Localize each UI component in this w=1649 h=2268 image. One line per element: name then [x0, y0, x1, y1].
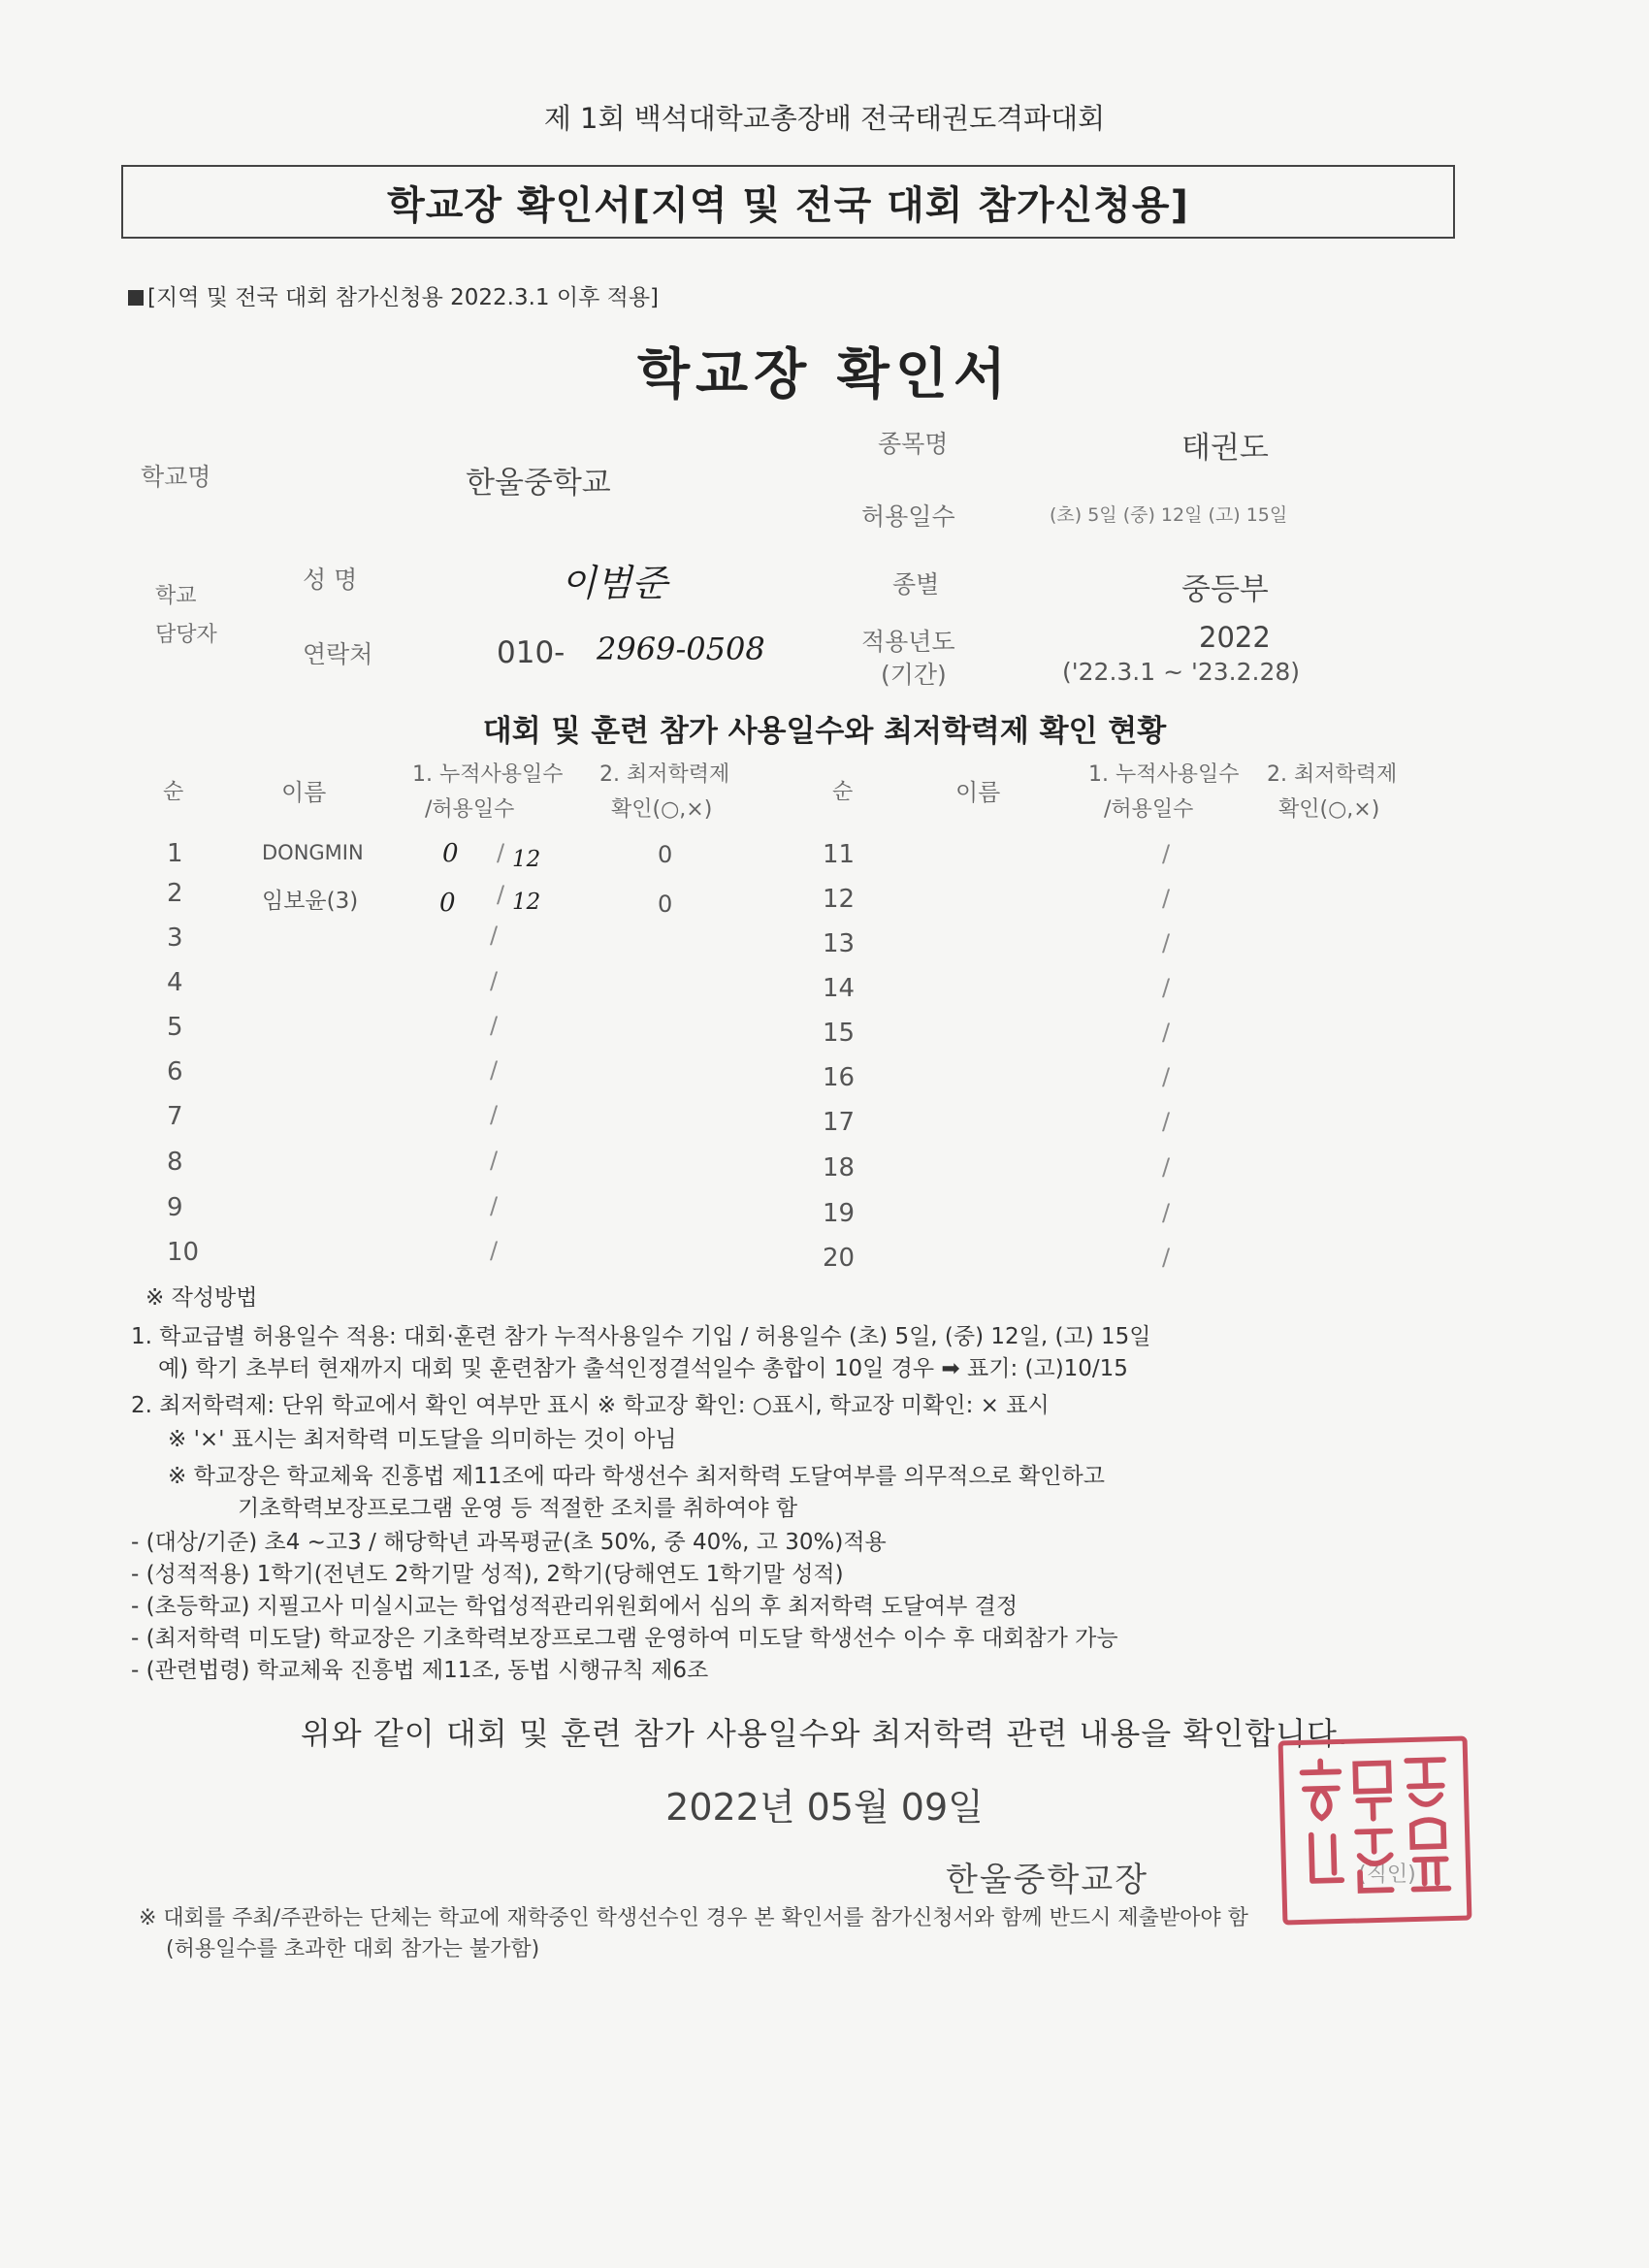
method-bullet-5: - (관련법령) 학교체육 진흥법 제11조, 동법 시행규칙 제6조 — [131, 1658, 709, 1683]
school-name-value: 한울중학교 — [466, 466, 611, 501]
row-no: 9 — [167, 1193, 183, 1222]
principal-title: 한울중학교장 — [946, 1861, 1149, 1899]
row-no: 18 — [823, 1153, 856, 1183]
row-slash: / — [490, 922, 499, 949]
method-line-2d: 기초학력보장프로그램 운영 등 적절한 조치를 취하여야 함 — [238, 1496, 798, 1521]
row-allowed-days: 12 — [512, 847, 541, 872]
header-days-left-1: 1. 누적사용일수 — [412, 762, 564, 787]
contact-handwritten: 2969-0508 — [597, 631, 765, 667]
header-no-left: 순 — [163, 780, 184, 804]
page-title: 학교장 확인서 — [636, 343, 1013, 406]
header-name-right: 이름 — [955, 779, 1001, 806]
sport-value: 태권도 — [1181, 431, 1269, 466]
row-slash: / — [490, 1237, 499, 1264]
row-no: 3 — [167, 923, 183, 953]
footnote-line-1: ※ 대회를 주최/주관하는 단체는 학교에 재학중인 학생선수인 경우 본 확인서를 참가신청서와 함께 반드시 제출받아야 함 — [139, 1906, 1248, 1930]
row-no: 5 — [167, 1013, 183, 1042]
row-slash: / — [1162, 840, 1171, 867]
issue-date: 2022년 05월 09일 — [665, 1786, 984, 1829]
row-no: 16 — [823, 1063, 856, 1092]
method-line-1b: 예) 학기 초부터 현재까지 대회 및 훈련참가 출석인정결석일수 총합이 10일 경우 ➡ 표기: (고)10/15 — [158, 1356, 1128, 1381]
row-no: 2 — [167, 879, 183, 908]
row-slash: / — [1162, 1019, 1171, 1046]
row-no: 13 — [823, 929, 856, 958]
header-days-right-2: /허용일수 — [1104, 797, 1194, 822]
allowed-days-value: (초) 5일 (중) 12일 (고) 15일 — [1050, 504, 1288, 526]
contact-label: 연락처 — [303, 640, 373, 668]
row-used-days: 0 — [439, 889, 456, 918]
manager-name-handwritten: 이범준 — [561, 562, 668, 604]
row-no: 10 — [167, 1238, 200, 1267]
row-slash: / — [1162, 1063, 1171, 1090]
method-bullet-1: - (대상/기준) 초4 ~고3 / 해당학년 과목평균(초 50%, 중 40%, 고 30%)적용 — [131, 1530, 887, 1555]
row-slash: / — [1162, 885, 1171, 912]
row-name: DONGMIN — [262, 841, 364, 864]
header-days-right-1: 1. 누적사용일수 — [1088, 762, 1240, 787]
row-slash: / — [497, 881, 505, 908]
confirmation-statement: 위와 같이 대회 및 훈련 참가 사용일수와 최저학력 관련 내용을 확인합니다. — [300, 1715, 1349, 1752]
method-heading: ※ 작성방법 — [146, 1285, 258, 1311]
header-academic-left-1: 2. 최저학력제 — [599, 762, 730, 787]
footnote — [139, 1903, 1248, 1965]
row-slash: / — [490, 1012, 499, 1039]
row-academic-check: 0 — [658, 891, 673, 918]
school-year-value: 2022 — [1199, 621, 1271, 654]
row-no: 15 — [823, 1019, 856, 1048]
school-year-label: 적용년도 — [861, 628, 955, 656]
row-academic-check: 0 — [658, 841, 673, 868]
method-line-2b: ※ '×' 표시는 최저학력 미도달을 의미하는 것이 아님 — [168, 1427, 677, 1452]
row-slash: / — [1162, 1244, 1171, 1271]
row-slash: / — [1162, 1199, 1171, 1226]
row-slash: / — [490, 967, 499, 994]
row-allowed-days: 12 — [512, 890, 541, 915]
document-title-box: 학교장 확인서[지역 및 전국 대회 참가신청용] — [121, 165, 1455, 239]
footnote-line-2: (허용일수를 초과한 대회 참가는 불가함) — [166, 1937, 540, 1961]
division-label: 종별 — [892, 570, 940, 599]
official-seal — [1278, 1735, 1472, 1925]
method-bullet-3: - (초등학교) 지필고사 미실시교는 학업성적관리위원회에서 심의 후 최저학력 도달여부 결정 — [131, 1594, 1018, 1619]
method-line-1: 1. 학교급별 허용일수 적용: 대회·훈련 참가 누적사용일수 기입 / 허용일수 (초) 5일, (중) 12일, (고) 15일 — [131, 1324, 1151, 1349]
allowed-days-label: 허용일수 — [861, 502, 955, 531]
row-slash: / — [1162, 1108, 1171, 1135]
division-value: 중등부 — [1181, 572, 1269, 607]
row-no: 11 — [823, 840, 856, 869]
header-no-right: 순 — [832, 780, 854, 804]
row-no: 17 — [823, 1108, 856, 1137]
row-no: 4 — [167, 968, 183, 997]
row-name: 임보윤(3) — [262, 889, 359, 914]
header-days-left-2: /허용일수 — [425, 797, 515, 822]
row-slash: / — [497, 839, 505, 866]
applicability-note-text: [지역 및 전국 대회 참가신청용 2022.3.1 이후 적용] — [147, 285, 660, 310]
header-academic-right-2: 확인(○,×) — [1278, 797, 1380, 822]
school-year-period: ('22.3.1 ~ '23.2.28) — [1062, 658, 1301, 686]
row-no: 6 — [167, 1057, 183, 1086]
school-year-label-period: (기간) — [881, 661, 947, 689]
row-no: 1 — [167, 839, 183, 868]
row-slash: / — [490, 1056, 499, 1084]
method-line-2c: ※ 학교장은 학교체육 진흥법 제11조에 따라 학생선수 최저학력 도달여부를 의무적으로 확인하고 — [168, 1464, 1105, 1489]
method-bullet-2: - (성적적용) 1학기(전년도 2학기말 성적), 2학기(당해연도 1학기말 성적) — [131, 1562, 844, 1587]
manager-name-label: 성 명 — [303, 566, 358, 594]
sport-label: 종목명 — [878, 430, 949, 458]
manager-label: 학교 담당자 — [155, 584, 217, 647]
row-slash: / — [1162, 974, 1171, 1001]
header-academic-right-1: 2. 최저학력제 — [1267, 762, 1398, 787]
section-title: 대회 및 훈련 참가 사용일수와 최저학력제 확인 현황 — [482, 714, 1167, 749]
header-academic-left-2: 확인(○,×) — [611, 797, 713, 822]
row-no: 12 — [823, 885, 856, 914]
school-name-label: 학교명 — [141, 463, 211, 491]
method-line-2: 2. 최저학력제: 단위 학교에서 확인 여부만 표시 ※ 학교장 확인: ○표시, 학교장 미확인: × 표시 — [131, 1393, 1050, 1418]
row-no: 20 — [823, 1244, 856, 1273]
principal-seal-label: (직인) — [1358, 1863, 1416, 1887]
square-bullet-icon — [128, 290, 144, 306]
event-title: 제 1회 백석대학교총장배 전국태권도격파대회 — [543, 102, 1106, 135]
row-slash: / — [490, 1192, 499, 1219]
row-slash: / — [490, 1147, 499, 1174]
applicability-note — [128, 279, 659, 311]
method-bullet-4: - (최저학력 미도달) 학교장은 기초학력보장프로그램 운영하여 미도달 학생선수 이수 후 대회참가 가능 — [131, 1626, 1118, 1651]
contact-prefix: 010- — [497, 635, 566, 670]
header-name-left: 이름 — [281, 779, 327, 806]
row-slash: / — [490, 1101, 499, 1128]
row-used-days: 0 — [442, 839, 459, 868]
row-no: 8 — [167, 1148, 183, 1177]
seal-stamp-icon — [1283, 1741, 1468, 1921]
row-slash: / — [1162, 929, 1171, 956]
row-no: 19 — [823, 1199, 856, 1228]
row-no: 7 — [167, 1102, 183, 1131]
row-slash: / — [1162, 1153, 1171, 1181]
row-no: 14 — [823, 974, 856, 1003]
